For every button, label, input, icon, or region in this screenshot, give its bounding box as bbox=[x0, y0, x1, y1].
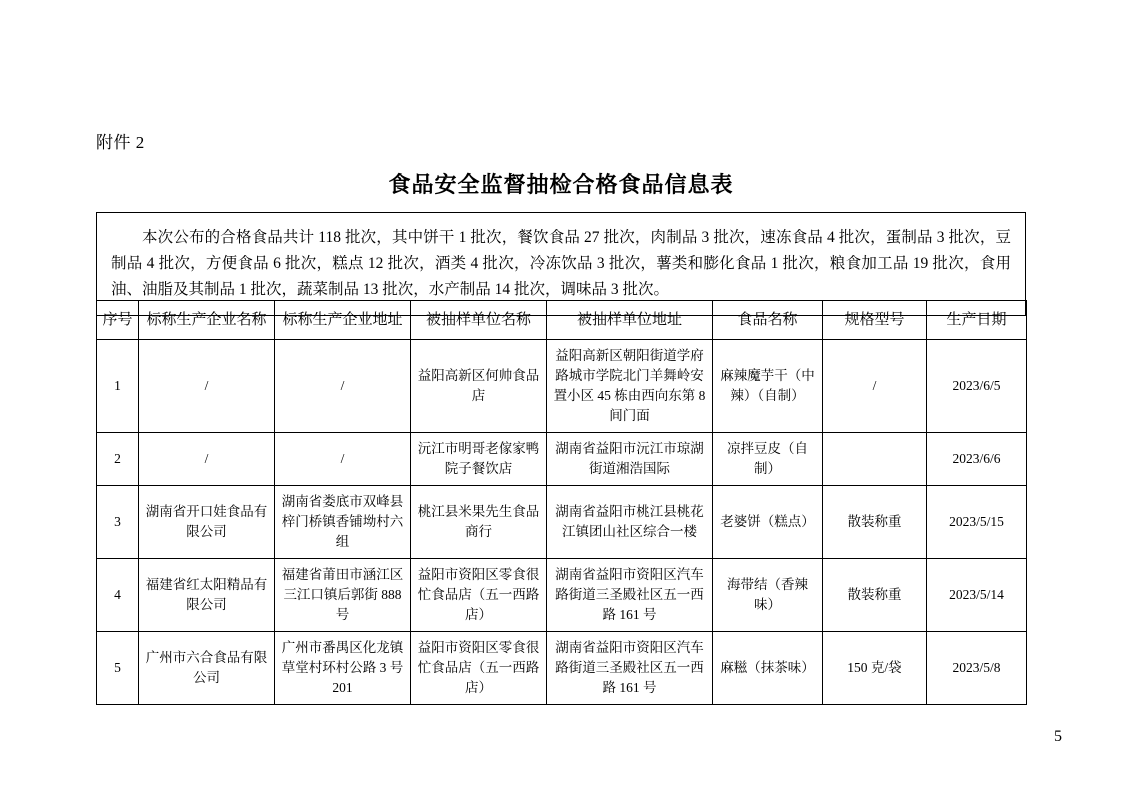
cell-index: 4 bbox=[97, 559, 139, 632]
cell-production-date: 2023/5/8 bbox=[927, 632, 1027, 705]
cell-producer-name: 广州市六合食品有限公司 bbox=[139, 632, 275, 705]
cell-food-name: 海带结（香辣味） bbox=[713, 559, 823, 632]
page-title: 食品安全监督抽检合格食品信息表 bbox=[388, 172, 734, 197]
cell-sampled-unit-address: 湖南省益阳市沅江市琼湖街道湘浩国际 bbox=[547, 433, 713, 486]
cell-food-name: 麻辣魔芋干（中辣）（自制） bbox=[713, 340, 823, 433]
cell-food-name: 老婆饼（糕点） bbox=[713, 486, 823, 559]
cell-sampled-unit-name: 益阳市资阳区零食很忙食品店（五一西路店） bbox=[411, 559, 547, 632]
cell-sampled-unit-name: 桃江县米果先生食品商行 bbox=[411, 486, 547, 559]
cell-spec: 散装称重 bbox=[823, 486, 927, 559]
cell-spec: 150 克/袋 bbox=[823, 632, 927, 705]
column-header-sampled-unit-address: 被抽样单位地址 bbox=[547, 301, 713, 340]
cell-producer-name: / bbox=[139, 433, 275, 486]
cell-producer-name: / bbox=[139, 340, 275, 433]
cell-spec bbox=[823, 433, 927, 486]
column-header-producer-address: 标称生产企业地址 bbox=[275, 301, 411, 340]
cell-producer-address: 广州市番禺区化龙镇草堂村环村公路 3 号 201 bbox=[275, 632, 411, 705]
cell-producer-address: / bbox=[275, 340, 411, 433]
cell-food-name: 凉拌豆皮（自制） bbox=[713, 433, 823, 486]
table-row bbox=[97, 486, 1027, 559]
cell-producer-address: 福建省莆田市涵江区三江口镇后郭街 888 号 bbox=[275, 559, 411, 632]
cell-production-date: 2023/5/14 bbox=[927, 559, 1027, 632]
cell-index: 3 bbox=[97, 486, 139, 559]
column-header-food-name: 食品名称 bbox=[713, 301, 823, 340]
column-header-sampled-unit-name: 被抽样单位名称 bbox=[411, 301, 547, 340]
cell-sampled-unit-address: 益阳高新区朝阳街道学府路城市学院北门羊舞岭安置小区 45 栋由西向东第 8 间门面 bbox=[547, 340, 713, 433]
summary-text: 本次公布的合格食品共计 118 批次，其中饼干 1 批次，餐饮食品 27 批次，肉制品 3 批次，速冻食品 4 批次，蛋制品 3 批次，豆制品 4 批次，方便食品 6 批次，糕点 12 批次，酒类 4 批次，冷冻饮品 3 批次，薯类和膨化食品 1 批次，粮食加工品 19 批次，食用油、油脂及其制品 1 批次，蔬菜制品 13 批次，水产制品 14 批次，调味品 3 批次。 bbox=[111, 229, 1011, 298]
cell-index: 1 bbox=[97, 340, 139, 433]
cell-sampled-unit-address: 湖南省益阳市资阳区汽车路街道三圣殿社区五一西路 161 号 bbox=[547, 632, 713, 705]
table-row bbox=[97, 433, 1027, 486]
page-number: 5 bbox=[1054, 728, 1062, 745]
cell-producer-address: 湖南省娄底市双峰县梓门桥镇香铺坳村六组 bbox=[275, 486, 411, 559]
table-row bbox=[97, 340, 1027, 433]
cell-spec: / bbox=[823, 340, 927, 433]
cell-sampled-unit-name: 益阳市资阳区零食很忙食品店（五一西路店） bbox=[411, 632, 547, 705]
column-header-spec: 规格型号 bbox=[823, 301, 927, 340]
cell-sampled-unit-name: 沅江市明哥老傢家鸭院子餐饮店 bbox=[411, 433, 547, 486]
cell-sampled-unit-address: 湖南省益阳市桃江县桃花江镇团山社区综合一楼 bbox=[547, 486, 713, 559]
table-header-row bbox=[97, 301, 1027, 340]
cell-producer-name: 湖南省开口娃食品有限公司 bbox=[139, 486, 275, 559]
cell-spec: 散装称重 bbox=[823, 559, 927, 632]
column-header-index: 序号 bbox=[97, 301, 139, 340]
column-header-production-date: 生产日期 bbox=[927, 301, 1027, 340]
table-row bbox=[97, 632, 1027, 705]
cell-production-date: 2023/6/5 bbox=[927, 340, 1027, 433]
cell-production-date: 2023/5/15 bbox=[927, 486, 1027, 559]
cell-index: 2 bbox=[97, 433, 139, 486]
cell-producer-address: / bbox=[275, 433, 411, 486]
cell-producer-name: 福建省红太阳精品有限公司 bbox=[139, 559, 275, 632]
cell-production-date: 2023/6/6 bbox=[927, 433, 1027, 486]
food-inspection-table bbox=[96, 300, 1027, 705]
attachment-label: 附件 2 bbox=[96, 133, 145, 152]
cell-index: 5 bbox=[97, 632, 139, 705]
column-header-producer-name: 标称生产企业名称 bbox=[139, 301, 275, 340]
table-row bbox=[97, 559, 1027, 632]
cell-sampled-unit-address: 湖南省益阳市资阳区汽车路街道三圣殿社区五一西路 161 号 bbox=[547, 559, 713, 632]
cell-sampled-unit-name: 益阳高新区何帅食品店 bbox=[411, 340, 547, 433]
cell-food-name: 麻糍（抹茶味） bbox=[713, 632, 823, 705]
